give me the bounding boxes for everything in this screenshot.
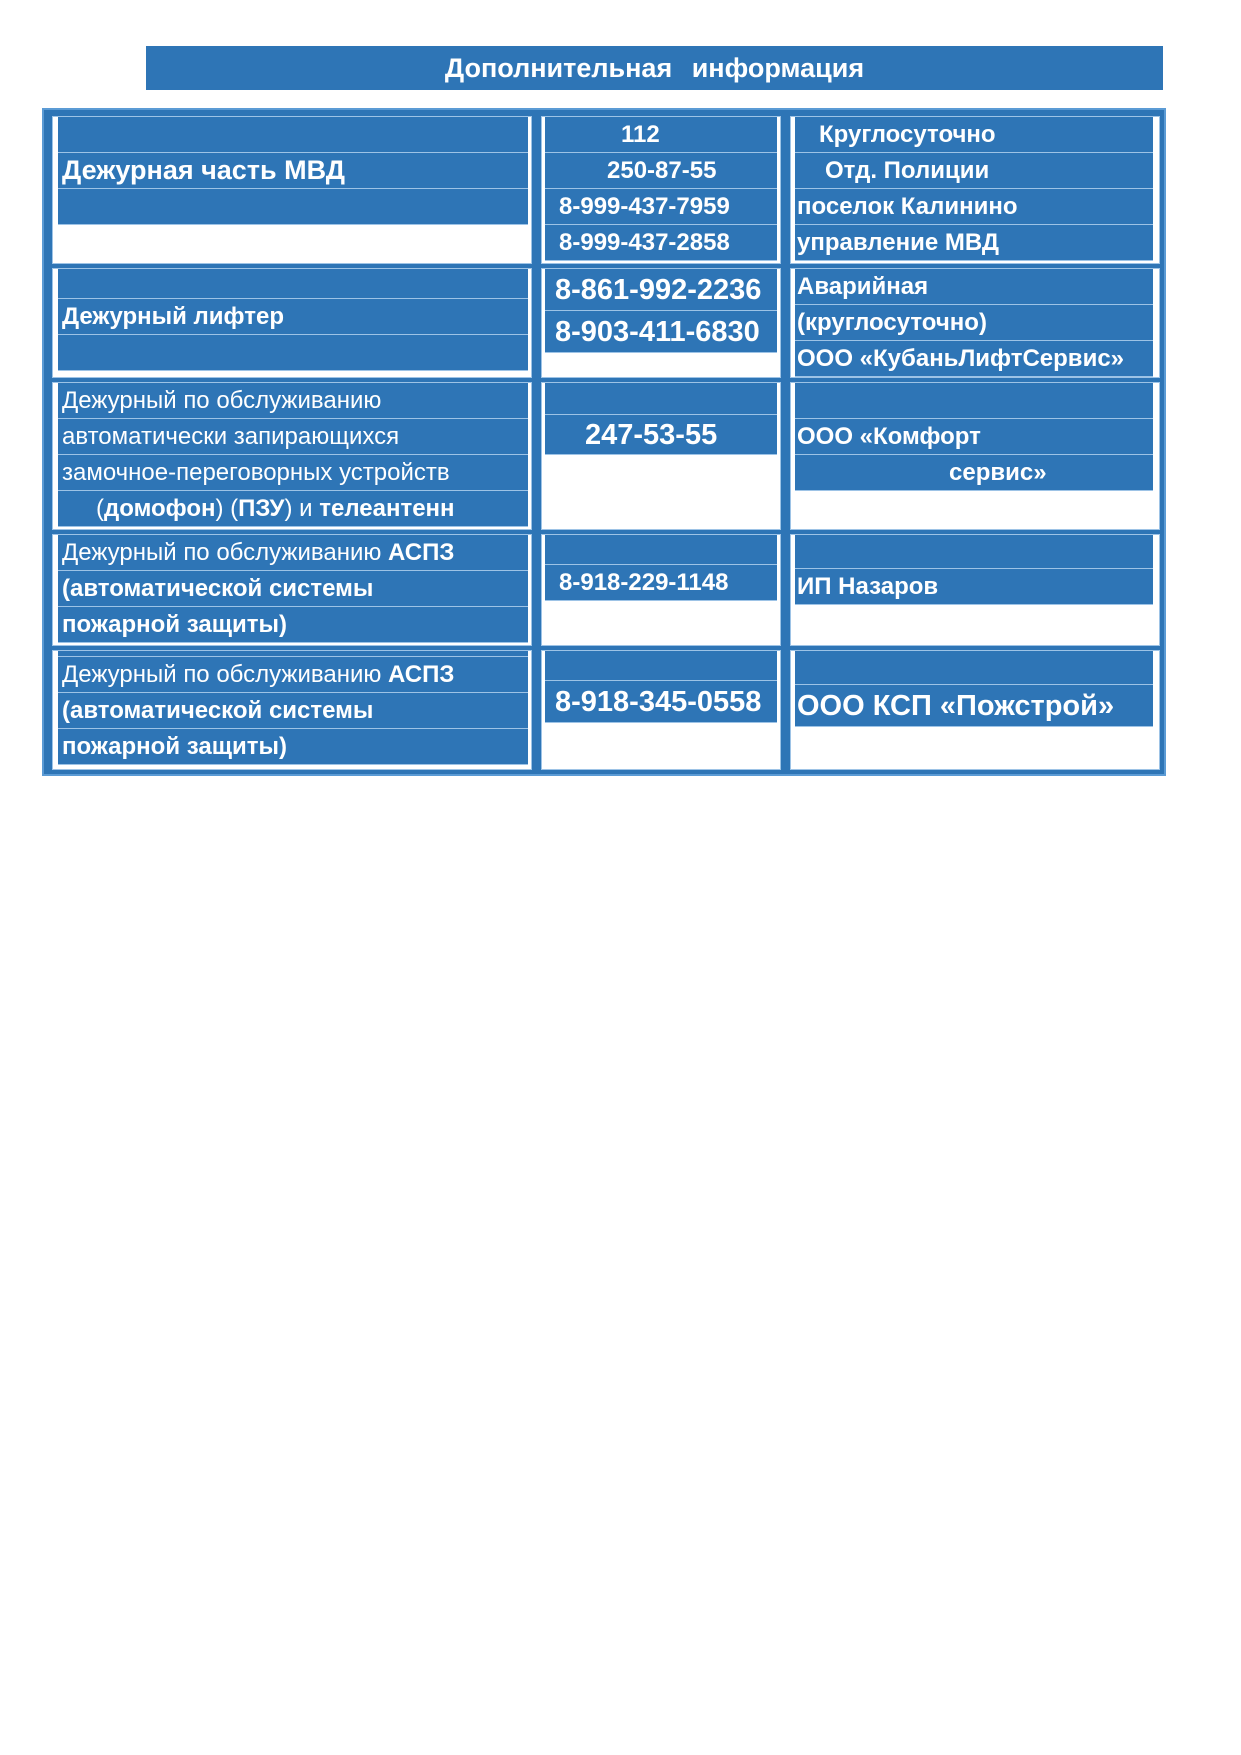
text-fragment: домофон [104, 495, 216, 522]
row-2-note-cell [790, 268, 1160, 378]
row-3-note-2: сервис» [795, 455, 1153, 491]
row-3-note-1: ООО «Комфорт [795, 419, 1153, 455]
fill-line [58, 335, 528, 371]
fill-line [58, 189, 528, 225]
row-3-service-line-1: Дежурный по обслуживанию [58, 383, 528, 419]
row-3-service-line-3: замочное-переговорных устройств [58, 455, 528, 491]
fill-line [58, 269, 528, 299]
row-4-note-1: ИП Назаров [795, 569, 1153, 605]
page-title: Дополнительная информация [146, 46, 1163, 90]
row-3-phone-1: 247-53-55 [545, 415, 777, 455]
row-4-service-line-1 [58, 535, 528, 571]
row-4-service-cell [52, 534, 532, 646]
row-5-note-cell [790, 650, 1160, 770]
row-5-service-line-1 [58, 657, 528, 693]
row-2-note-2: (круглосуточно) [795, 305, 1153, 341]
fill-line [545, 651, 777, 681]
fill-line [795, 535, 1153, 569]
row-4-service-line-2: (автоматической системы [58, 571, 528, 607]
fill-line [545, 535, 777, 565]
row-1-note-4: управление МВД [795, 225, 1153, 261]
text-fragment: ПЗУ [238, 495, 285, 522]
row-1-phone-4: 8-999-437-2858 [545, 225, 777, 261]
row-2-note-1: Аварийная [795, 269, 1153, 305]
row-5-phone-1: 8-918-345-0558 [545, 681, 777, 723]
row-5-note-1: ООО КСП «Пожстрой» [795, 685, 1153, 727]
fill-line [795, 651, 1153, 685]
row-5-phone-cell [541, 650, 781, 770]
text-fragment: телеантенн [319, 495, 455, 522]
text-fragment: АСПЗ [388, 539, 455, 566]
row-3-note-cell [790, 382, 1160, 530]
text-fragment: Дежурный по обслуживанию [62, 539, 389, 566]
row-3-phone-cell [541, 382, 781, 530]
row-4-phone-cell [541, 534, 781, 646]
row-4-service-line-3: пожарной защиты) [58, 607, 528, 643]
row-2-phone-2: 8-903-411-6830 [545, 311, 777, 353]
fill-line [545, 383, 777, 415]
text-fragment: Дежурный по обслуживанию [62, 661, 389, 688]
row-4-phone-1: 8-918-229-1148 [545, 565, 777, 601]
row-1-phone-3: 8-999-437-7959 [545, 189, 777, 225]
fill-line [58, 117, 528, 153]
row-3-service-line-4 [58, 491, 528, 527]
row-1-phone-2: 250-87-55 [545, 153, 777, 189]
row-2-note-3: ООО «КубаньЛифтСервис» [795, 341, 1153, 377]
row-2-phone-1: 8-861-992-2236 [545, 269, 777, 311]
row-1-service-cell [52, 116, 532, 264]
row-1-phone-1: 112 [545, 117, 777, 153]
text-fragment: ) и [284, 495, 320, 522]
text-fragment: ( [96, 495, 104, 522]
row-5-service-line-3: пожарной защиты) [58, 729, 528, 765]
row-3-service-cell [52, 382, 532, 530]
row-1-note-3: поселок Калинино [795, 189, 1153, 225]
fill-line [795, 383, 1153, 419]
row-1-service: Дежурная часть МВД [58, 153, 528, 189]
row-1-note-2: Отд. Полиции [795, 153, 1153, 189]
row-1-note-cell [790, 116, 1160, 264]
text-fragment: АСПЗ [388, 661, 455, 688]
row-1-note-1: Круглосуточно [795, 117, 1153, 153]
row-2-service-cell [52, 268, 532, 378]
row-5-service-line-2: (автоматической системы [58, 693, 528, 729]
row-4-note-cell [790, 534, 1160, 646]
row-2-service: Дежурный лифтер [58, 299, 528, 335]
text-fragment: ) ( [215, 495, 239, 522]
row-1-phone-cell [541, 116, 781, 264]
row-5-service-cell [52, 650, 532, 770]
row-3-service-line-2: автоматически запирающихся [58, 419, 528, 455]
contacts-table [42, 108, 1166, 776]
row-2-phone-cell [541, 268, 781, 378]
